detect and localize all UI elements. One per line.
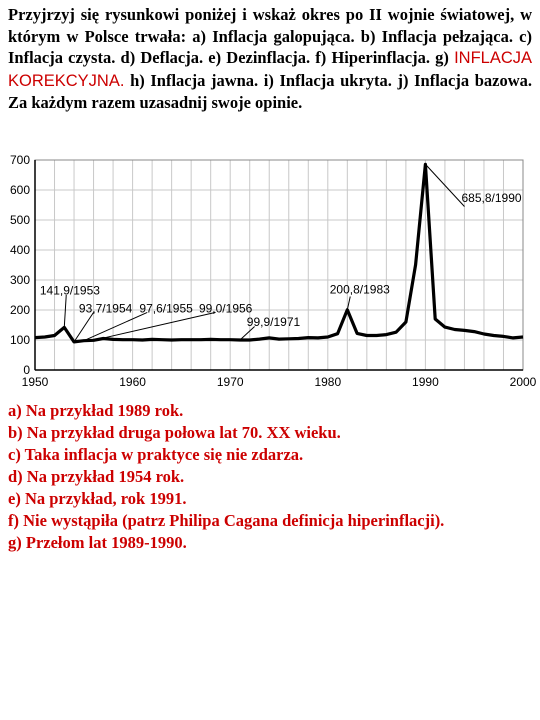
x-tick-label: 1980	[314, 375, 342, 389]
answer-a: a) Na przykład 1989 rok.	[8, 401, 184, 420]
annotation-label: 93,7/1954	[78, 301, 133, 316]
inflation-line-chart	[0, 148, 540, 398]
question-part-1: Przyjrzyj się rysunkowi poniżej i wskaż okres po II wojnie światowej, w którym w Polsce trwała: a) Inflacja galopująca. b) Inflacja pełzająca. c) Inflacja czysta. d) Deflacja. e) Dezinflacja. f) Hiperinflacja. g)	[8, 5, 532, 67]
annotation-labels	[40, 191, 522, 329]
x-tick-label: 1990	[412, 375, 439, 389]
annotation-leader	[94, 312, 216, 340]
answer-g: g) Przełom lat 1989-1990.	[8, 533, 187, 552]
annotation-label: 99,9/1971	[246, 315, 301, 330]
answer-f: f) Nie wystąpiła (patrz Philipa Cagana definicja hiperinflacji).	[8, 511, 445, 530]
annotation-label: 685,8/1990	[461, 191, 522, 205]
answer-c: c) Taka inflacja w praktyce się nie zdarza.	[8, 445, 304, 464]
y-tick-label: 700	[9, 153, 30, 167]
x-tick-labels	[22, 375, 537, 389]
y-tick-label: 300	[9, 273, 30, 287]
y-tick-label: 400	[9, 243, 30, 257]
question-text	[8, 4, 532, 114]
y-tick-label: 500	[9, 213, 30, 227]
x-tick-label: 1960	[119, 375, 146, 389]
y-tick-label: 200	[9, 303, 30, 317]
annotation-label: 141,9/1953	[39, 283, 100, 298]
x-tick-label: 2000	[509, 375, 537, 389]
answer-b: b) Na przykład druga połowa lat 70. XX wieku.	[8, 423, 341, 442]
y-tick-label: 100	[9, 333, 30, 347]
annotation-label: 99,0/1956	[198, 301, 253, 316]
y-tick-labels	[10, 153, 30, 377]
x-tick-label: 1970	[216, 375, 244, 389]
answer-d: d) Na przykład 1954 rok.	[8, 467, 185, 486]
answers-list	[8, 400, 532, 554]
question-part-2: h) Inflacja jawna. i) Inflacja ukryta. j) Inflacja bazowa. Za każdym razem uzasadnij swoje opinie.	[8, 70, 533, 112]
y-tick-label: 0	[23, 363, 30, 377]
annotation-label: 97,6/1955	[139, 301, 193, 316]
answer-e: e) Na przykład, rok 1991.	[8, 489, 187, 508]
annotation-label: 200,8/1983	[329, 282, 390, 297]
question-highlight: INFLACJA KOREKCYJNA.	[8, 49, 532, 90]
y-tick-label: 600	[9, 183, 30, 197]
annotation-leader	[64, 295, 66, 327]
x-tick-label: 1950	[21, 375, 49, 389]
